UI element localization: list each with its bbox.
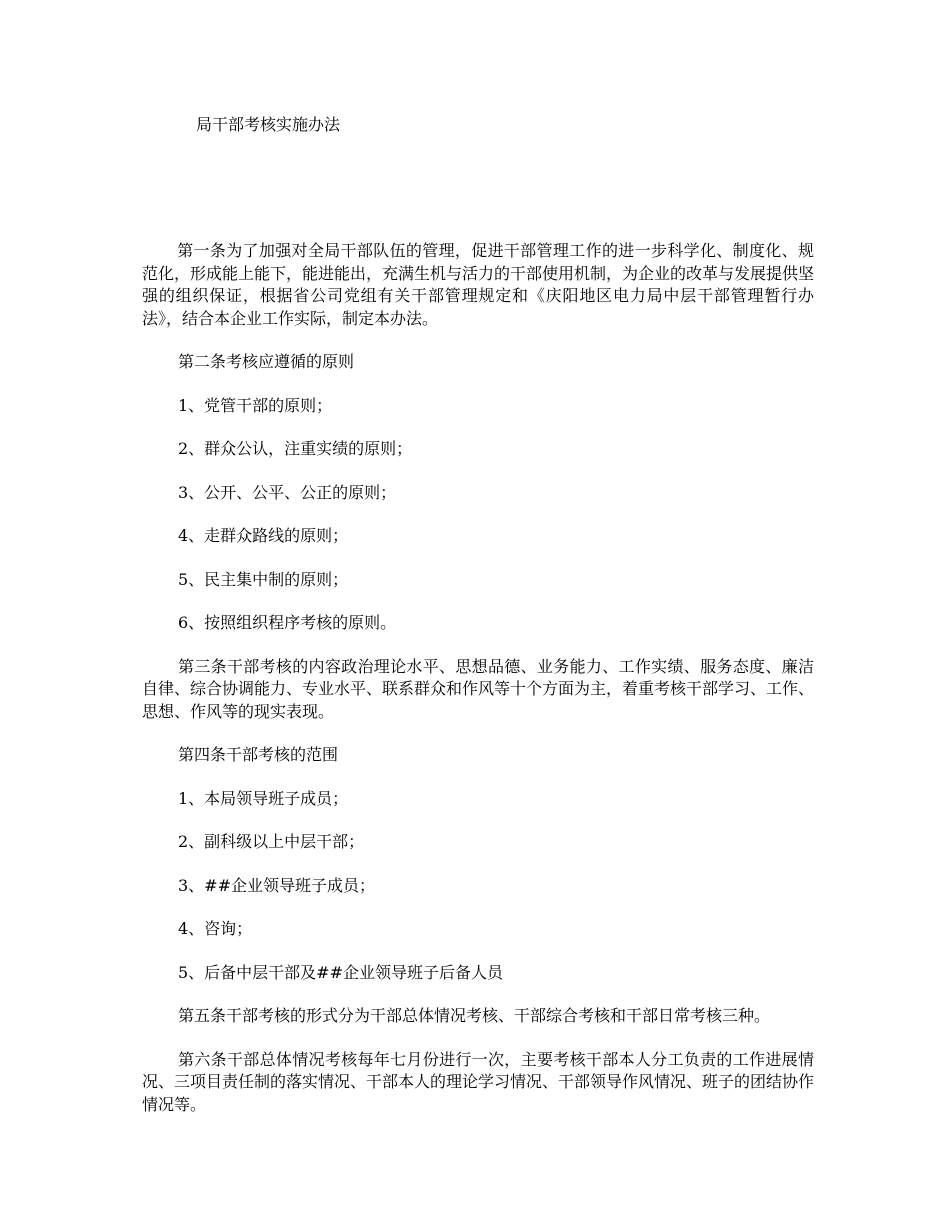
document-body — [142, 240, 814, 1137]
principle-item: 6、按照组织程序考核的原则。 — [178, 613, 397, 632]
article-6: 第六条干部总体情况考核每年七月份进行一次，主要考核干部本人分工负责的工作进展情况、三项目责任制的落实情况、干部本人的理论学习情况、干部领导作风情况、班子的团结协作情况等。 — [142, 1049, 815, 1114]
principle-item: 1、党管干部的原则； — [178, 395, 333, 415]
article-5: 第五条干部考核的形式分为干部总体情况考核、干部综合考核和干部日常考核三种。 — [178, 1006, 771, 1025]
document-title: 局干部考核实施办法 — [196, 115, 341, 134]
scope-item: 1、本局领导班子成员； — [178, 788, 349, 808]
principle-item: 2、群众公认，注重实绩的原则； — [178, 439, 413, 458]
scope-item: 4、咨询； — [178, 919, 253, 938]
principle-item: 3、公开、公平、公正的原则； — [178, 482, 397, 502]
article-2-heading: 第二条考核应遵循的原则 — [178, 352, 355, 371]
scope-item: 3、##企业领导班子成员； — [178, 875, 375, 895]
scope-item: 2、副科级以上中层干部； — [178, 832, 365, 851]
scope-item: 5、后备中层干部及##企业领导班子后备人员 — [178, 962, 503, 982]
article-1: 第一条为了加强对全局干部队伍的管理，促进干部管理工作的进一步科学化、制度化、规范化，形成能上能下，能进能出，充满生机与活力的干部使用机制，为企业的改革与发展提供坚强的组织保证，根据省公司党组有关干部管理规定和《庆阳地区电力局中层干部管理暂行办法》，结合本企业工作实际，制定本办法。 — [142, 241, 815, 328]
principle-item: 4、走群众路线的原则； — [178, 526, 349, 545]
principle-item: 5、民主集中制的原则； — [178, 569, 349, 589]
article-3: 第三条干部考核的内容政治理论水平、思想品德、业务能力、工作实绩、服务态度、廉洁自律、综合协调能力、专业水平、联系群众和作风等十个方面为主，着重考核干部学习、工作、思想、作风等的现实表现。 — [142, 656, 815, 721]
article-4-heading: 第四条干部考核的范围 — [178, 745, 339, 764]
